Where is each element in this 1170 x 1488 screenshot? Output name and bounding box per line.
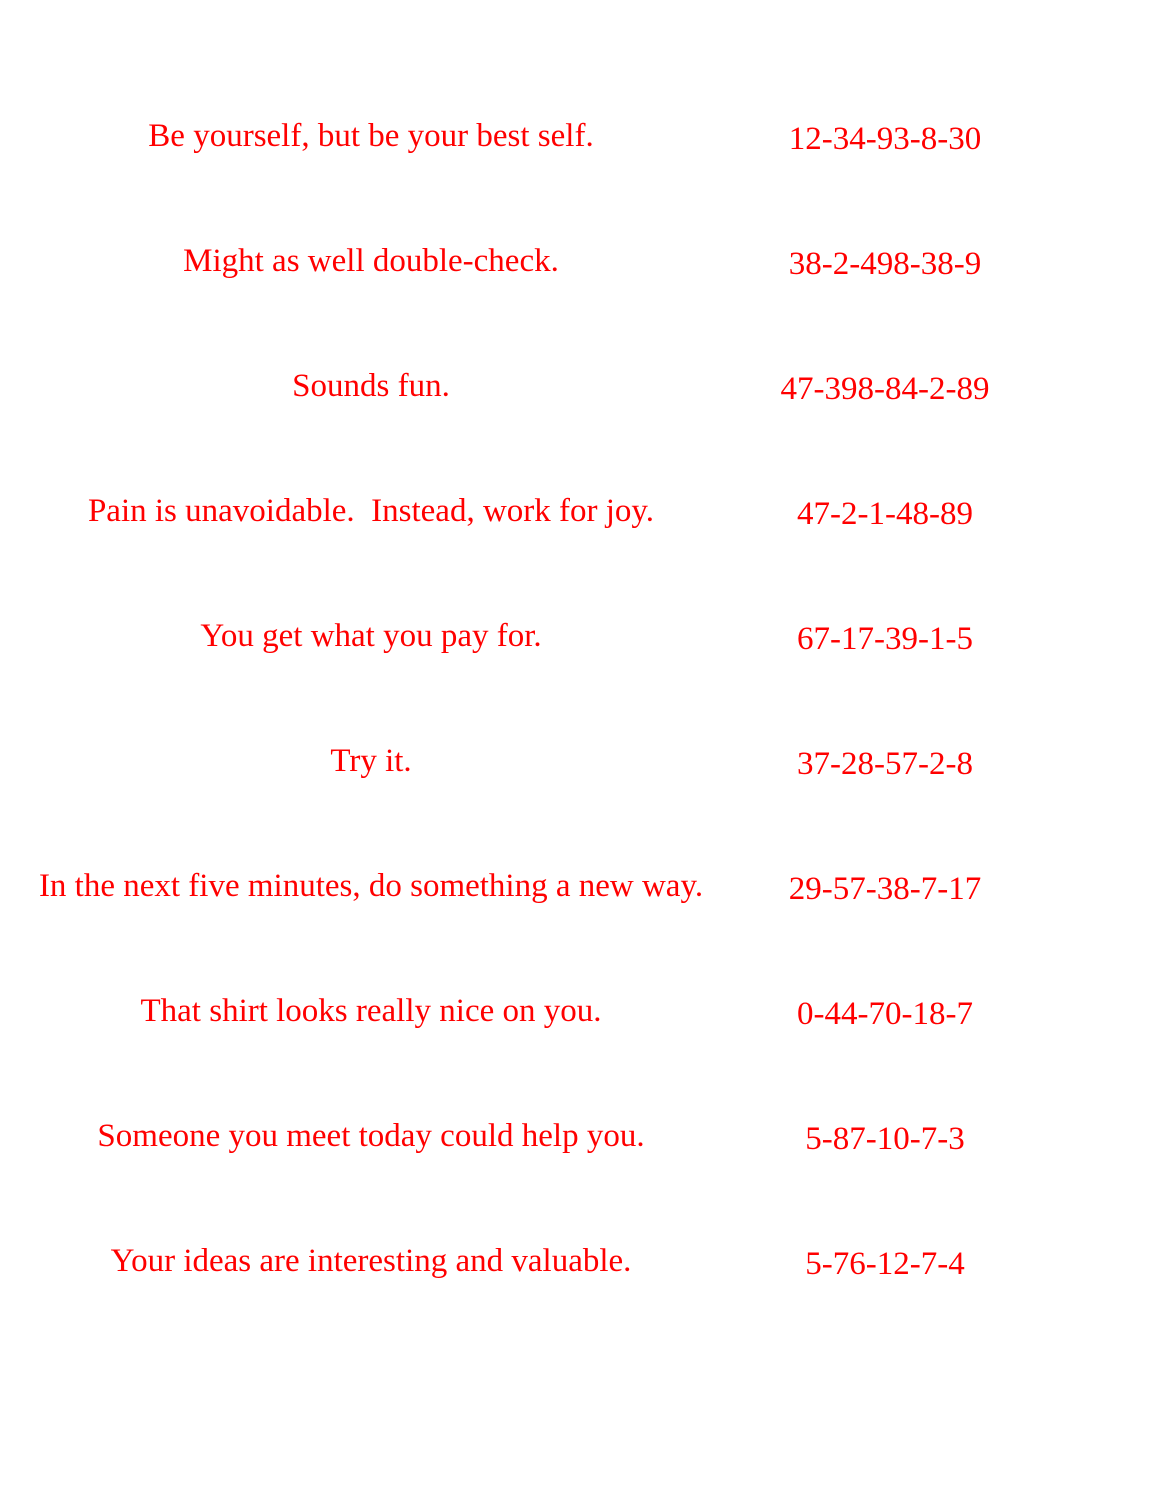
fortune-text: Sounds fun. — [292, 368, 450, 404]
fortune-row — [0, 364, 1170, 424]
fortune-text: That shirt looks really nice on you. — [140, 993, 602, 1029]
fortune-row — [0, 489, 1170, 549]
fortune-row — [0, 1114, 1170, 1174]
fortune-row — [0, 1239, 1170, 1299]
lucky-numbers: 5-87-10-7-3 — [805, 1121, 965, 1157]
fortune-row — [0, 864, 1170, 924]
fortune-row — [0, 739, 1170, 799]
fortune-text: Your ideas are interesting and valuable. — [110, 1243, 632, 1279]
fortune-row — [0, 114, 1170, 174]
fortune-row — [0, 614, 1170, 674]
fortune-text: Try it. — [330, 743, 412, 779]
lucky-numbers: 12-34-93-8-30 — [788, 121, 982, 157]
lucky-numbers: 47-2-1-48-89 — [797, 496, 973, 532]
lucky-numbers: 47-398-84-2-89 — [780, 371, 990, 407]
fortune-text: In the next five minutes, do something a new way. — [38, 868, 704, 904]
fortune-text: Someone you meet today could help you. — [97, 1118, 645, 1154]
lucky-numbers: 0-44-70-18-7 — [797, 996, 973, 1032]
fortune-row — [0, 989, 1170, 1049]
lucky-numbers: 38-2-498-38-9 — [788, 246, 982, 282]
lucky-numbers: 5-76-12-7-4 — [805, 1246, 965, 1282]
fortune-row — [0, 239, 1170, 299]
lucky-numbers: 67-17-39-1-5 — [797, 621, 973, 657]
fortune-text: You get what you pay for. — [200, 618, 542, 654]
fortune-text: Pain is unavoidable. Instead, work for joy. — [87, 493, 655, 529]
fortune-text: Be yourself, but be your best self. — [148, 118, 594, 154]
fortune-text: Might as well double-check. — [183, 243, 559, 279]
lucky-numbers: 37-28-57-2-8 — [797, 746, 973, 782]
lucky-numbers: 29-57-38-7-17 — [788, 871, 982, 907]
